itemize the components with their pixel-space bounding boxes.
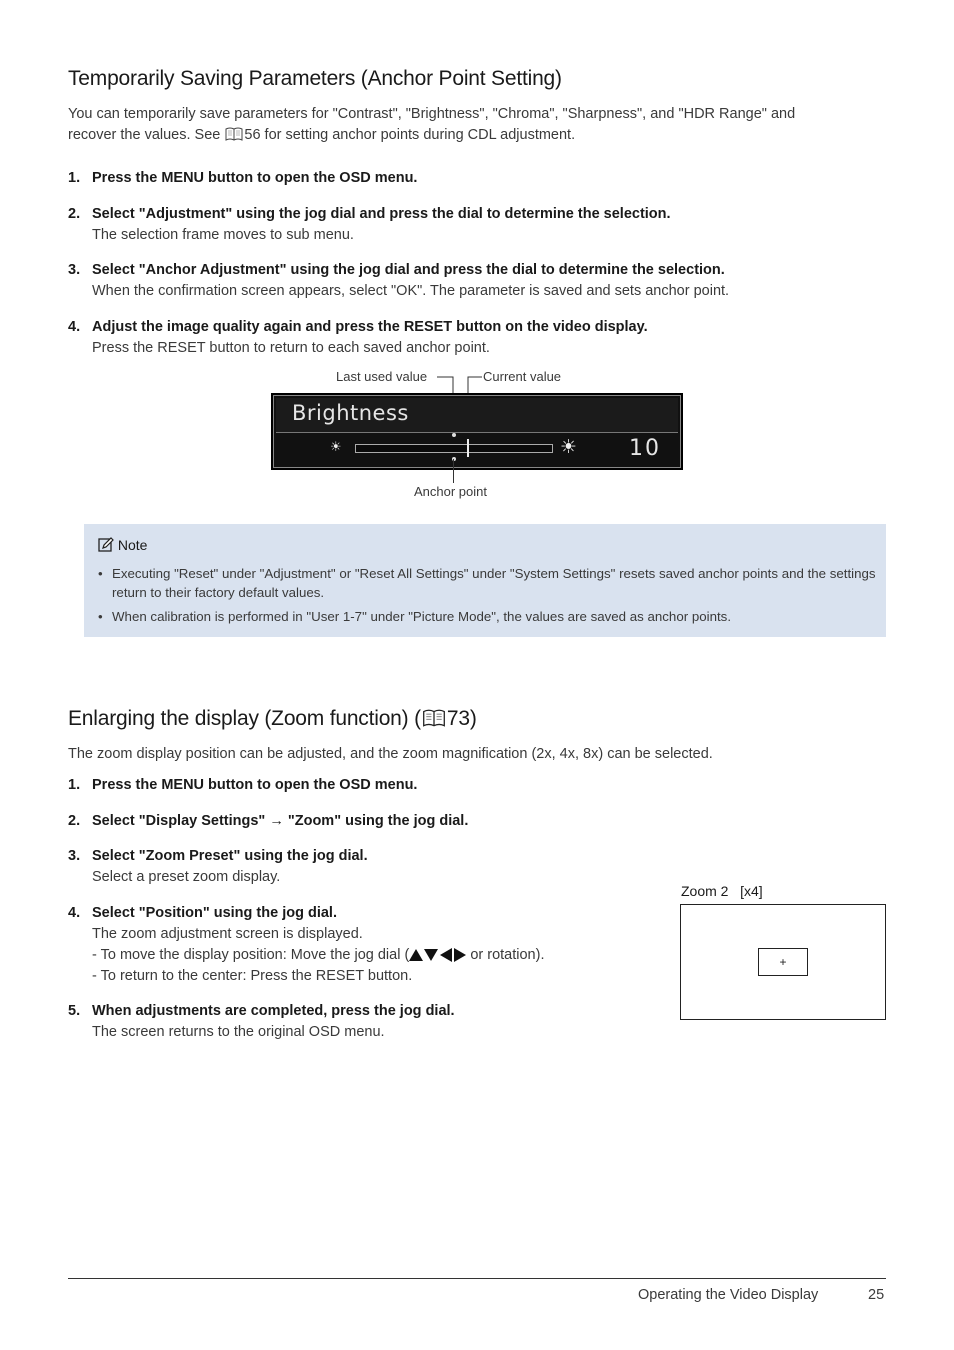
section-title-anchor-point: Temporarily Saving Parameters (Anchor Point Setting) (68, 67, 562, 90)
footer-divider (68, 1278, 886, 1279)
note-box (84, 524, 886, 637)
zoom-step-3 (68, 846, 648, 888)
callout-anchor-point: Anchor point (414, 484, 487, 499)
title-text: Enlarging the display (Zoom function) ( (68, 707, 421, 730)
book-reference-icon (225, 127, 243, 148)
step-1 (68, 168, 868, 189)
book-reference-icon (422, 709, 446, 733)
callout-current-value: Current value (483, 369, 562, 384)
step-3 (68, 260, 868, 302)
step-number: 4. (68, 905, 81, 921)
step-heading: Press the MENU button to open the OSD menu. (92, 777, 418, 793)
title-page-ref: 73 (446, 707, 470, 730)
step-detail: The zoom adjustment screen is displayed. (92, 926, 363, 942)
current-value-marker (467, 439, 469, 457)
step-detail-reset: - To return to the center: Press the RESET button. (92, 968, 413, 984)
step-detail-move (92, 945, 648, 966)
left-arrow-icon (440, 948, 452, 962)
zoom-step-1 (68, 775, 868, 796)
intro-line-2-post: for setting anchor points during CDL adjustment. (260, 127, 576, 143)
step-heading: Select "Display Settings" → "Zoom" using the jog dial. (92, 813, 469, 829)
step-heading: Select "Anchor Adjustment" using the jog dial and press the dial to determine the selection. (92, 262, 725, 278)
intro-page-ref: 56 (244, 127, 261, 143)
step-number: 3. (68, 848, 81, 864)
step-heading: Select "Position" using the jog dial. (92, 905, 337, 921)
footer-page-number: 25 (868, 1287, 885, 1303)
move-text-post: or rotation). (466, 947, 545, 963)
intro-line-1: You can temporarily save parameters for "Contrast", "Brightness", "Chroma", "Sharpness", and "HDR Range" and (68, 106, 796, 122)
step-number: 1. (68, 777, 81, 793)
up-arrow-icon (409, 949, 423, 961)
osd-value: 10 (629, 436, 661, 461)
step-heading: Select "Zoom Preset" using the jog dial. (92, 848, 368, 864)
step-number: 3. (68, 262, 81, 278)
note-item-text: Executing "Reset" under "Adjustment" or "Reset All Settings" under "System Settings" resets saved anchor points and the settings return to their factory default values. (112, 566, 876, 600)
step-heading: When adjustments are completed, press the jog dial. (92, 1003, 455, 1019)
step-detail: Press the RESET button to return to each saved anchor point. (92, 340, 490, 356)
note-heading (98, 537, 147, 556)
zoom-screen-frame (680, 904, 886, 1020)
step-heading: Select "Adjustment" using the jog dial and press the dial to determine the selection. (92, 206, 671, 222)
step-number: 1. (68, 170, 81, 186)
brightness-slider-track (355, 444, 553, 453)
note-item: • When calibration is performed in "User 1-7" under "Picture Mode", the values are saved as anchor points. (98, 609, 732, 624)
section-intro (68, 104, 888, 148)
step-heading: Press the MENU button to open the OSD menu. (92, 170, 418, 186)
step-detail: When the confirmation screen appears, select "OK". The parameter is saved and sets anchor point. (92, 283, 730, 299)
step-detail: The screen returns to the original OSD menu. (92, 1024, 385, 1040)
osd-title: Brightness (292, 401, 409, 425)
zoom-center-mark: + (779, 955, 787, 969)
anchor-leader-line (453, 459, 454, 483)
step-2 (68, 204, 868, 246)
zoom-step-2 (68, 811, 868, 832)
note-list (98, 564, 878, 631)
sun-large-icon: ☀ (560, 436, 578, 458)
zoom-step-5 (68, 1001, 648, 1043)
note-item-text: When calibration is performed in "User 1-7" under "Picture Mode", the values are saved as anchor points. (112, 609, 732, 624)
step-4 (68, 317, 868, 359)
step-detail: Select a preset zoom display. (92, 869, 281, 885)
zoom-position-box (758, 948, 808, 976)
title-close-paren: ) (469, 707, 477, 730)
sun-small-icon: ☀ (330, 440, 342, 455)
callout-last-used-value: Last used value (336, 369, 428, 384)
step-number: 5. (68, 1003, 81, 1019)
note-title: Note (117, 537, 148, 553)
footer-section-name: Operating the Video Display (638, 1287, 819, 1303)
step-number: 2. (68, 813, 81, 829)
down-arrow-icon (424, 949, 438, 961)
right-arrow-icon (454, 948, 466, 962)
section-title-zoom (68, 707, 477, 733)
zoom-intro: The zoom display position can be adjusted, and the zoom magnification (2x, 4x, 8x) can be selected. (68, 746, 713, 762)
zoom-step-4 (68, 903, 648, 987)
move-text-pre: - To move the display position: Move the jog dial ( (92, 947, 410, 963)
note-item: • Executing "Reset" under "Adjustment" or "Reset All Settings" under "System Settings" resets saved anchor points and the settings return to their factory default values. (98, 566, 876, 600)
last-used-value-dot (452, 433, 456, 437)
step-number: 4. (68, 319, 81, 335)
brightness-osd-panel (271, 393, 683, 470)
pencil-note-icon (98, 537, 114, 556)
step-number: 2. (68, 206, 81, 222)
zoom-figure-label: Zoom 2 [x4] (681, 883, 763, 899)
step-detail: The selection frame moves to sub menu. (92, 227, 354, 243)
intro-line-2-pre: recover the values. See (68, 127, 225, 143)
step-heading: Adjust the image quality again and press the RESET button on the video display. (92, 319, 648, 335)
